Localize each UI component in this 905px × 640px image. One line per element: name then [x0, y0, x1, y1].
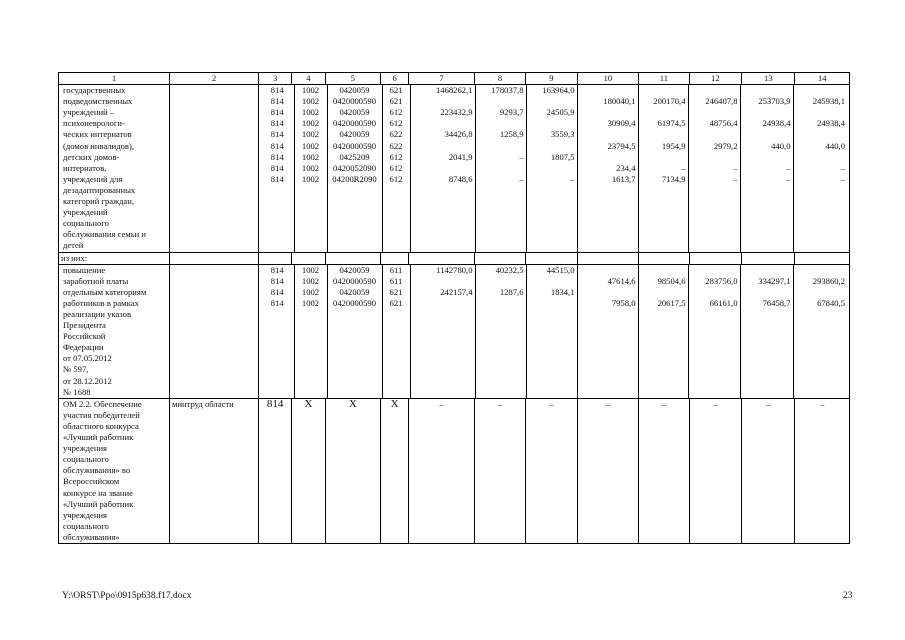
value-cell: 7958,0 [577, 298, 638, 309]
program-description [59, 85, 170, 252]
description-line: (домов инвалидов), [63, 140, 134, 151]
description-line: государственных [63, 85, 126, 96]
value-cell: 234,4 [577, 163, 638, 174]
value-cell [526, 118, 577, 129]
value-cell: 1258,9 [475, 129, 526, 140]
table-row [261, 129, 847, 140]
value-cell [688, 129, 740, 140]
value-cell: 246407,8 [688, 96, 740, 107]
value-cell [577, 129, 638, 140]
description-line: социального [63, 218, 109, 229]
budget-table [58, 72, 850, 544]
code-cell: 621 [382, 287, 410, 298]
value-cell: 293860,2 [793, 276, 847, 287]
value-cell: 1287,6 [475, 287, 526, 298]
value-cell: – [795, 398, 850, 543]
code-cell: 814 [270, 162, 284, 173]
code-cell: 0420000590 [327, 118, 382, 129]
table-row [261, 141, 847, 152]
description-line: реализации указов [63, 309, 132, 319]
value-cell [410, 298, 475, 309]
value-cell: 67840,5 [793, 298, 847, 309]
code-cell: 1002 [294, 118, 327, 129]
code-cell: 611 [382, 265, 410, 276]
description-line: от 28.12.2012 [63, 375, 112, 386]
code-cell: 0420000590 [327, 141, 382, 152]
value-cell [793, 107, 847, 118]
table-row [261, 107, 847, 118]
header-cell: 7 [409, 73, 475, 85]
code-cell: 1002 [294, 141, 327, 152]
block-values [259, 264, 850, 398]
header-cell: 11 [639, 73, 689, 85]
header-cell: 1 [59, 73, 170, 85]
description-line: «Лучший работник [63, 498, 134, 509]
value-cell [740, 265, 793, 276]
code-cell: 814 [270, 129, 284, 140]
value-cell [740, 152, 793, 163]
code-cell: 814 [270, 297, 284, 308]
header-cell: 5 [325, 73, 380, 85]
value-cell: – [639, 398, 689, 543]
value-cell [740, 85, 793, 96]
value-cell: 223432,9 [410, 107, 475, 118]
code-cell: 1002 [294, 287, 327, 298]
value-cell: 24938,4 [793, 118, 847, 129]
header-cell: 10 [577, 73, 639, 85]
value-cell: 61974,5 [638, 118, 688, 129]
description-line: ческих интернатов [63, 129, 132, 140]
code-cell: 612 [382, 152, 410, 163]
value-cell [410, 141, 475, 152]
description-line: учреждений – [63, 107, 115, 118]
description-line: областного конкурса [63, 420, 139, 431]
value-cell: 44515,0 [526, 265, 577, 276]
description-line: заработной платы [63, 275, 129, 286]
program-description [59, 398, 170, 543]
code-cell: 1002 [294, 163, 327, 174]
code-cell: 0420059 [327, 265, 382, 276]
value-cell [688, 287, 740, 298]
value-cell [475, 163, 526, 174]
value-cell: 1807,5 [526, 152, 577, 163]
value-cell: – [688, 174, 740, 185]
code-cell: 611 [382, 276, 410, 287]
description-line: № 1688 [63, 386, 91, 397]
value-cell [577, 265, 638, 276]
code-cell: 814 [270, 173, 284, 184]
table-row [261, 163, 847, 174]
value-cell [577, 152, 638, 163]
value-cell [793, 129, 847, 140]
header-cell: 14 [795, 73, 850, 85]
header-row [59, 73, 850, 85]
value-cell: – [793, 174, 847, 185]
code-cell: 1002 [294, 174, 327, 185]
table-row [59, 252, 850, 264]
value-cell [793, 265, 847, 276]
value-cell: 30909,4 [577, 118, 638, 129]
value-cell: 24938,4 [740, 118, 793, 129]
table-row [261, 174, 847, 185]
code-cell: 814 [270, 264, 284, 275]
table-row [261, 265, 847, 276]
code-cell: 0420052090 [327, 163, 382, 174]
value-cell: 1834,1 [526, 287, 577, 298]
code-cell: 0420000590 [327, 96, 382, 107]
value-cell [577, 107, 638, 118]
code-cell: 1002 [294, 85, 327, 96]
description-line: подведомственных [63, 96, 133, 107]
description-line: социального [63, 454, 109, 465]
value-cell [526, 96, 577, 107]
executor-cell [170, 85, 259, 252]
value-cell [638, 85, 688, 96]
value-cell: 40232,5 [475, 265, 526, 276]
value-cell: 98504,6 [638, 276, 688, 287]
value-cell: 440,0 [740, 141, 793, 152]
value-cell: – [475, 152, 526, 163]
code-cell: 1002 [294, 265, 327, 276]
table-row [261, 287, 847, 298]
value-cell: 24505,9 [526, 107, 577, 118]
value-cell [638, 265, 688, 276]
code-cell: 1002 [294, 152, 327, 163]
header-cell: 12 [689, 73, 741, 85]
code-cell: 0420059 [327, 287, 382, 298]
code-cell: 814 [259, 398, 292, 543]
value-cell [638, 152, 688, 163]
value-cell: 180040,1 [577, 96, 638, 107]
description-line: участия победителей [63, 409, 140, 420]
description-line: дезадаптированных [63, 184, 136, 195]
value-cell [475, 118, 526, 129]
value-cell: 1142780,0 [410, 265, 475, 276]
header-cell: 9 [526, 73, 577, 85]
value-cell: 163964,0 [526, 85, 577, 96]
value-cell [475, 96, 526, 107]
description-line: обслуживания семьи и [63, 229, 146, 240]
description-line: психоневрологи- [63, 118, 125, 129]
value-cell: – [526, 174, 577, 185]
value-cell: – [638, 163, 688, 174]
value-cell: – [526, 398, 577, 543]
value-cell [740, 107, 793, 118]
code-cell: 612 [382, 163, 410, 174]
value-cell [410, 163, 475, 174]
value-cell: – [474, 398, 525, 543]
code-cell: 1002 [294, 129, 327, 140]
table-row [59, 264, 850, 398]
code-cell: 622 [382, 129, 410, 140]
executor-cell [170, 264, 259, 398]
code-cell: 814 [270, 140, 284, 151]
description-line: категорий граждан, [63, 196, 134, 207]
code-cell: Х [381, 398, 409, 543]
description-line: детей [63, 240, 84, 251]
description-line: повышение [63, 264, 106, 275]
code-cell: 622 [382, 141, 410, 152]
value-cell: – [577, 398, 639, 543]
value-cell: 2041,9 [410, 152, 475, 163]
value-cell [475, 276, 526, 287]
description-line: детских домов- [63, 151, 120, 162]
description-line: обслуживания» [63, 531, 120, 542]
value-cell: 283756,0 [688, 276, 740, 287]
block-values [259, 85, 850, 252]
value-cell [410, 118, 475, 129]
value-cell [475, 298, 526, 309]
value-cell: – [688, 163, 740, 174]
table-row [261, 152, 847, 163]
description-line: учреждения [63, 509, 108, 520]
code-cell: 612 [382, 118, 410, 129]
code-cell: 814 [270, 286, 284, 297]
value-cell: – [409, 398, 475, 543]
value-cell: – [742, 398, 795, 543]
value-cell: 178037,8 [475, 85, 526, 96]
description-line: учреждения [63, 443, 108, 454]
value-cell: – [689, 398, 741, 543]
value-cell: 48756,4 [688, 118, 740, 129]
description-line: Всероссийском [63, 476, 120, 487]
description-line: ОМ 2.2. Обеспечение [63, 398, 142, 409]
code-cell: 612 [382, 107, 410, 118]
description-line: № 597, [63, 364, 89, 375]
header-cell: 2 [170, 73, 259, 85]
value-cell: – [740, 163, 793, 174]
value-cell [526, 276, 577, 287]
header-cell: 6 [381, 73, 409, 85]
code-cell: 621 [382, 298, 410, 309]
value-cell [526, 163, 577, 174]
value-cell: 1954,9 [638, 141, 688, 152]
value-cell [793, 85, 847, 96]
value-cell [577, 85, 638, 96]
code-cell: Х [325, 398, 380, 543]
value-cell: 9293,7 [475, 107, 526, 118]
value-cell [740, 129, 793, 140]
code-cell: 814 [270, 275, 284, 286]
value-cell: 8748,6 [410, 174, 475, 185]
value-cell: 2979,2 [688, 141, 740, 152]
header-cell: 13 [742, 73, 795, 85]
code-cell: 814 [270, 107, 284, 118]
description-line: «Лучший работник [63, 432, 134, 443]
value-cell: 200170,4 [638, 96, 688, 107]
table-row [261, 96, 847, 107]
value-cell: 47614,6 [577, 276, 638, 287]
value-cell [638, 107, 688, 118]
value-cell: – [475, 174, 526, 185]
value-cell [793, 152, 847, 163]
description-line: Федерации [63, 342, 104, 353]
value-cell [688, 265, 740, 276]
value-cell: – [793, 163, 847, 174]
code-cell: 814 [270, 118, 284, 129]
code-cell: 04200R2090 [327, 174, 382, 185]
table-row [261, 118, 847, 129]
code-cell: 814 [270, 85, 284, 96]
description-line: отдельным категориям [63, 286, 147, 297]
description-line: Российской [63, 331, 106, 342]
value-cell [410, 276, 475, 287]
header-cell: 4 [292, 73, 325, 85]
value-cell: 242157,4 [410, 287, 475, 298]
table-row [261, 298, 847, 309]
value-cell [638, 129, 688, 140]
code-cell: Х [292, 398, 325, 543]
executor-cell: минтруд области [170, 398, 259, 543]
code-cell: 621 [382, 85, 410, 96]
table-row [59, 85, 850, 252]
code-cell: 0420059 [327, 107, 382, 118]
code-cell: 621 [382, 96, 410, 107]
description-line: учреждений для [63, 173, 123, 184]
value-cell [688, 107, 740, 118]
value-cell [740, 287, 793, 298]
code-cell: 1002 [294, 96, 327, 107]
value-cell [526, 141, 577, 152]
value-cell: 76458,7 [740, 298, 793, 309]
value-cell: 66161,0 [688, 298, 740, 309]
value-cell: 34426,8 [410, 129, 475, 140]
value-cell: 3559,3 [526, 129, 577, 140]
description-line: учреждений [63, 207, 108, 218]
code-cell: 1002 [294, 107, 327, 118]
table-row [261, 276, 847, 287]
value-cell: 334297,1 [740, 276, 793, 287]
value-cell [526, 298, 577, 309]
description-line: конкурсе на звание [63, 487, 133, 498]
value-cell [793, 287, 847, 298]
value-cell: 440,0 [793, 141, 847, 152]
description-line: интернатов, [63, 162, 107, 173]
description-line: Президента [63, 320, 106, 331]
code-cell: 0420059 [327, 129, 382, 140]
value-cell: – [740, 174, 793, 185]
value-cell [688, 152, 740, 163]
table-row [59, 398, 850, 543]
description-line: социального [63, 520, 109, 531]
code-cell: 0420000590 [327, 276, 382, 287]
subheader-label: из них: [59, 252, 170, 264]
value-cell [638, 287, 688, 298]
value-cell: 253703,9 [740, 96, 793, 107]
value-cell: 245938,1 [793, 96, 847, 107]
header-cell: 8 [474, 73, 525, 85]
code-cell: 612 [382, 174, 410, 185]
footer-page-number: 23 [843, 591, 853, 601]
footer-file-path: Y:\ORST\Ppo\0915p638.f17.docx [62, 591, 192, 601]
code-cell: 0420059 [327, 85, 382, 96]
code-cell: 0420000590 [327, 298, 382, 309]
value-cell: 20617,5 [638, 298, 688, 309]
value-cell: 1468262,1 [410, 85, 475, 96]
value-cell [475, 141, 526, 152]
description-line: от 07.05.2012 [63, 353, 112, 364]
code-cell: 1002 [294, 276, 327, 287]
description-line: работников в рамках [63, 297, 139, 308]
value-cell: 7134,9 [638, 174, 688, 185]
program-description [59, 264, 170, 398]
code-cell: 1002 [294, 298, 327, 309]
header-cell: 3 [259, 73, 292, 85]
value-cell: 23794,5 [577, 141, 638, 152]
table-row [261, 85, 847, 96]
code-cell: 0425209 [327, 152, 382, 163]
description-line: обслуживания» во [63, 465, 131, 476]
value-cell [688, 85, 740, 96]
value-cell [577, 287, 638, 298]
value-cell [410, 96, 475, 107]
value-cell: 1613,7 [577, 174, 638, 185]
code-cell: 814 [270, 151, 284, 162]
code-cell: 814 [270, 96, 284, 107]
